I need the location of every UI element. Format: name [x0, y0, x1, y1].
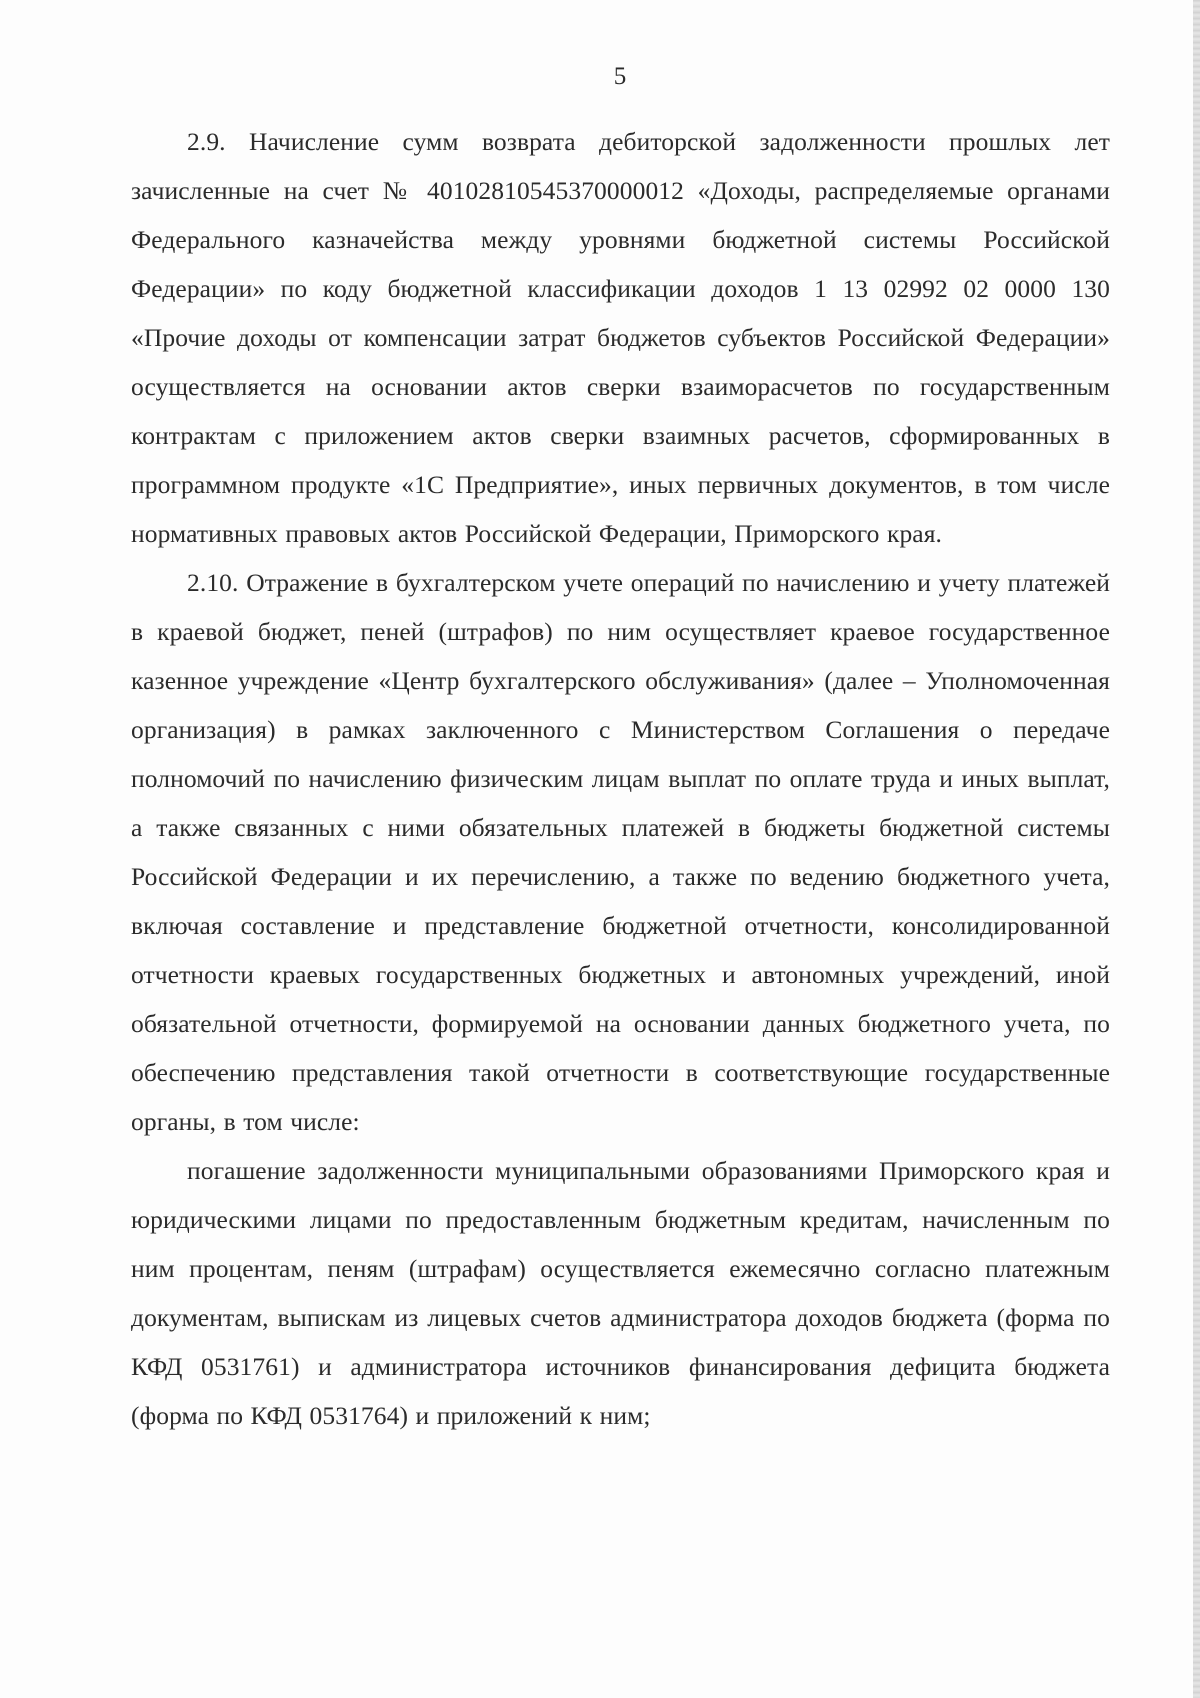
paragraph-debt-repayment: погашение задолженности муниципальными образованиями Приморского края и юридическими лицами по предоставленным бюджетным кредитам, начисленным по ним процентам, пеням (штрафам) осуществляется ежемесячно согласно платежным документам, выпискам из лицевых счетов администратора доходов бюджета (форма по КФД 0531761) и администратора источников финансирования дефицита бюджета (форма по КФД 0531764) и приложений к ним;	[131, 1156, 1110, 1430]
page-number: 5	[613, 63, 627, 90]
paragraph-2-9: 2.9. Начисление сумм возврата дебиторской задолженности прошлых лет зачисленные на счет № 40102810545370000012 «Доходы, распределяемые органами Федерального казначейства между уровнями бюджетной системы Российской Федерации» по коду бюджетной классификации доходов 1 13 02992 02 0000 130 «Прочие доходы от компенсации затрат бюджетов субъектов Российской Федерации» осуществляется на основании актов сверки взаиморасчетов по государственным контрактам с приложением актов сверки взаимных расчетов, сформированных в программном продукте «1С Предприятие», иных первичных документов, в том числе нормативных правовых актов Российской Федерации, Приморского края.	[131, 127, 1110, 548]
document-body	[131, 117, 1110, 1440]
scan-edge	[1193, 0, 1200, 1698]
paragraph-2-10: 2.10. Отражение в бухгалтерском учете операций по начислению и учету платежей в краевой бюджет, пеней (штрафов) по ним осуществляет краевое государственное казенное учреждение «Центр бухгалтерского обслуживания» (далее – Уполномоченная организация) в рамках заключенного с Министерством Соглашения о передаче полномочий по начислению физическим лицам выплат по оплате труда и иных выплат, а также связанных с ними обязательных платежей в бюджеты бюджетной системы Российской Федерации и их перечислению, а также по ведению бюджетного учета, включая составление и представление бюджетной отчетности, консолидированной отчетности краевых государственных бюджетных и автономных учреждений, иной обязательной отчетности, формируемой на основании данных бюджетного учета, по обеспечению представления такой отчетности в соответствующие государственные органы, в том числе:	[131, 568, 1110, 1136]
